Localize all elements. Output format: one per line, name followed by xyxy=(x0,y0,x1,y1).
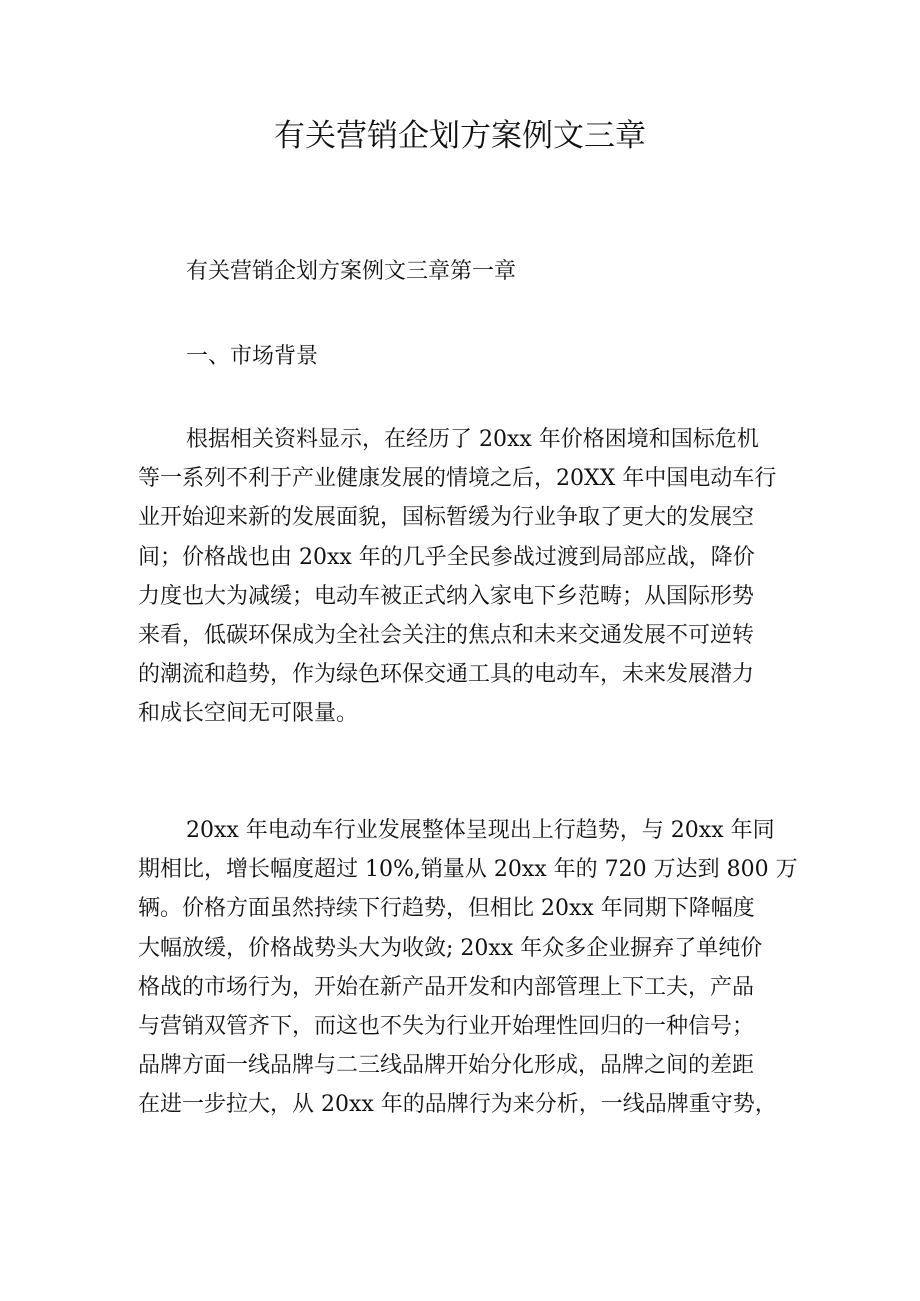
paragraph-line: 来看，低碳环保成为全社会关注的焦点和未来交通发展不可逆转 xyxy=(138,622,755,648)
paragraph-line: 的潮流和趋势，作为绿色环保交通工具的电动车，未来发展潜力 xyxy=(138,662,755,688)
paragraph-line: 与营销双管齐下，而这也不失为行业开始理性回归的一种信号； xyxy=(138,1013,755,1039)
paragraph-market-background-1 xyxy=(138,424,788,738)
document-title: 有关营销企划方案例文三章 xyxy=(274,118,646,154)
paragraph-line: 间；价格战也由 20xx 年的几乎全民参战过渡到局部应战，降价 xyxy=(138,544,755,570)
paragraph-line: 辆。价格方面虽然持续下行趋势，但相比 20xx 年同期下降幅度 xyxy=(138,896,755,922)
paragraph-line: 力度也大为减缓；电动车被正式纳入家电下乡范畴；从国际形势 xyxy=(138,583,755,609)
paragraph-line: 品牌方面一线品牌与二三线品牌开始分化形成，品牌之间的差距 xyxy=(138,1053,755,1079)
paragraph-line: 20xx 年电动车行业发展整体呈现出上行趋势，与 20xx 年同 xyxy=(186,818,775,843)
paragraph-line: 根据相关资料显示，在经历了 20xx 年价格困境和国标危机 xyxy=(186,427,759,452)
paragraph-line: 期相比，增长幅度超过 10%,销量从 20xx 年的 720 万达到 800 万 xyxy=(138,857,798,883)
paragraph-line: 业开始迎来新的发展面貌，国标暂缓为行业争取了更大的发展空 xyxy=(138,505,755,531)
paragraph-line: 大幅放缓，价格战势头大为收敛; 20xx 年众多企业摒弃了单纯价 xyxy=(138,935,763,961)
chapter-heading: 有关营销企划方案例文三章第一章 xyxy=(186,259,517,284)
paragraph-line: 在进一步拉大，从 20xx 年的品牌行为来分析，一线品牌重守势， xyxy=(138,1092,777,1118)
paragraph-line: 和成长空间无可限量。 xyxy=(138,701,359,727)
section-heading-market-background: 一、市场背景 xyxy=(186,344,319,369)
paragraph-market-background-2 xyxy=(138,815,798,1129)
paragraph-line: 格战的市场行为，开始在新产品开发和内部管理上下工夫，产品 xyxy=(138,974,755,1000)
paragraph-line: 等一系列不利于产业健康发展的情境之后，20XX 年中国电动车行 xyxy=(138,466,777,492)
